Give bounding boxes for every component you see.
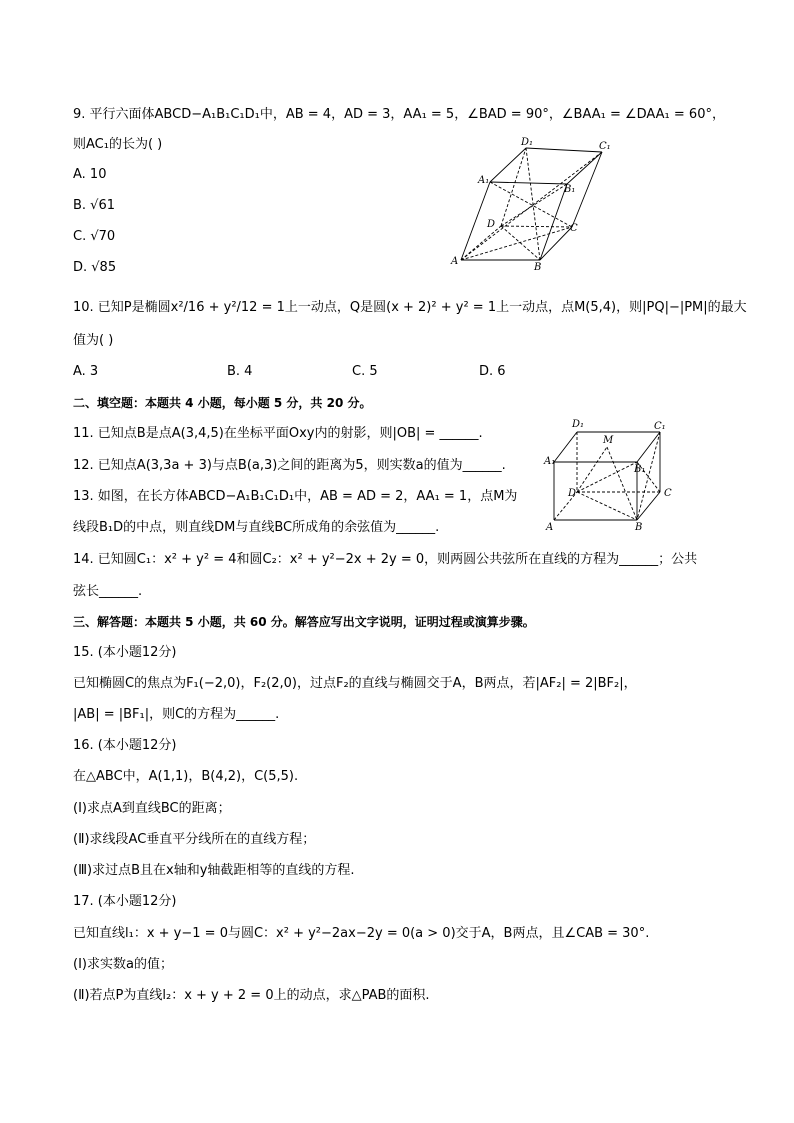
q14-line2: 弦长______. <box>73 584 143 599</box>
q9-option-d: D. √85 <box>73 260 117 275</box>
q13-label-a1: A₁ <box>544 456 556 467</box>
q17-line3: (Ⅱ)若点P为直线l₂：x + y + 2 = 0上的动点，求△PAB的面积. <box>73 988 430 1003</box>
q13-label-b: B <box>635 522 643 533</box>
q10-stem: 10. 已知P是椭圆x²/16 + y²/12 = 1上一动点，Q是圆(x + 2)² + y² = 1上一动点，点M(5,4)，则|PQ|−|PM|的最大 <box>73 300 747 315</box>
q13-label-c: C <box>664 488 672 499</box>
q13-line1: 13. 如图，在长方体ABCD−A₁B₁C₁D₁中，AB = AD = 2，AA₁ = 1，点M为 <box>73 489 518 504</box>
q9-label-b: B <box>534 262 542 273</box>
q11-text: 11. 已知点B是点A(3,4,5)在坐标平面Oxy内的射影，则|OB| = ______. <box>73 426 483 441</box>
q16-line3: (Ⅱ)求线段AC垂直平分线所在的直线方程； <box>73 832 316 847</box>
q9-ask: 则AC₁的长为( ) <box>73 137 163 152</box>
q13-line2: 线段B₁D的中点，则直线DM与直线BC所成角的余弦值为______. <box>73 520 440 535</box>
q9-option-a: A. 10 <box>73 167 107 182</box>
q16-line2: (Ⅰ)求点A到直线BC的距离； <box>73 801 231 816</box>
q13-label-b1: B₁ <box>634 464 646 475</box>
q15-header: 15. (本小题12分) <box>73 645 177 660</box>
q17-header: 17. (本小题12分) <box>73 894 177 909</box>
q17-line1: 已知直线l₁：x + y−1 = 0与圆C：x² + y²−2ax−2y = 0(a > 0)交于A，B两点，且∠CAB = 30°. <box>73 926 650 941</box>
q9-label-a1: A₁ <box>478 175 490 186</box>
q15-line2: |AB| = |BF₁|，则C的方程为______. <box>73 707 280 722</box>
q10-option-d: D. 6 <box>479 364 506 379</box>
q9-parallelepiped-figure <box>446 134 621 274</box>
q10-option-c: C. 5 <box>352 364 378 379</box>
q17-line2: (Ⅰ)求实数a的值； <box>73 957 173 972</box>
section-2-heading: 二、填空题：本题共 4 小题，每小题 5 分，共 20 分。 <box>73 396 372 410</box>
q15-line1: 已知椭圆C的焦点为F₁(−2,0)，F₂(2,0)，过点F₂的直线与椭圆交于A，B两点，若|AF₂| = 2|BF₂|， <box>73 676 637 691</box>
q10-option-a: A. 3 <box>73 364 99 379</box>
q9-label-b1: B₁ <box>564 184 576 195</box>
q9-label-a: A <box>451 256 459 267</box>
section-3-heading: 三、解答题：本题共 5 小题，共 60 分。解答应写出文字说明，证明过程或演算步骤。 <box>73 615 535 629</box>
q9-option-b: B. √61 <box>73 198 116 213</box>
q12-text: 12. 已知点A(3,3a + 3)与点B(a,3)之间的距离为5，则实数a的值为______. <box>73 458 506 473</box>
q13-label-c1: C₁ <box>654 421 666 432</box>
q10-ask: 值为( ) <box>73 333 114 348</box>
q16-line4: (Ⅲ)求过点B且在x轴和y轴截距相等的直线的方程. <box>73 863 355 878</box>
q13-label-d1: D₁ <box>572 419 585 430</box>
q9-label-c1: C₁ <box>599 141 611 152</box>
q16-line1: 在△ABC中，A(1,1)，B(4,2)，C(5,5). <box>73 769 299 784</box>
q13-label-m: M <box>603 435 614 446</box>
q9-option-c: C. √70 <box>73 229 116 244</box>
q10-option-b: B. 4 <box>227 364 253 379</box>
q9-label-d1: D₁ <box>521 137 534 148</box>
q9-label-d: D <box>487 219 496 230</box>
q13-label-a: A <box>546 522 554 533</box>
q9-label-c: C <box>570 223 578 234</box>
q13-label-d: D <box>568 488 577 499</box>
q9-stem: 9. 平行六面体ABCD−A₁B₁C₁D₁中，AB = 4，AD = 3，AA₁ = 5，∠BAD = 90°，∠BAA₁ = ∠DAA₁ = 60°， <box>73 107 725 122</box>
q13-cuboid-figure <box>540 414 675 534</box>
q16-header: 16. (本小题12分) <box>73 738 177 753</box>
q14-line1: 14. 已知圆C₁：x² + y² = 4和圆C₂：x² + y²−2x + 2y = 0，则两圆公共弦所在直线的方程为______；公共 <box>73 552 698 567</box>
